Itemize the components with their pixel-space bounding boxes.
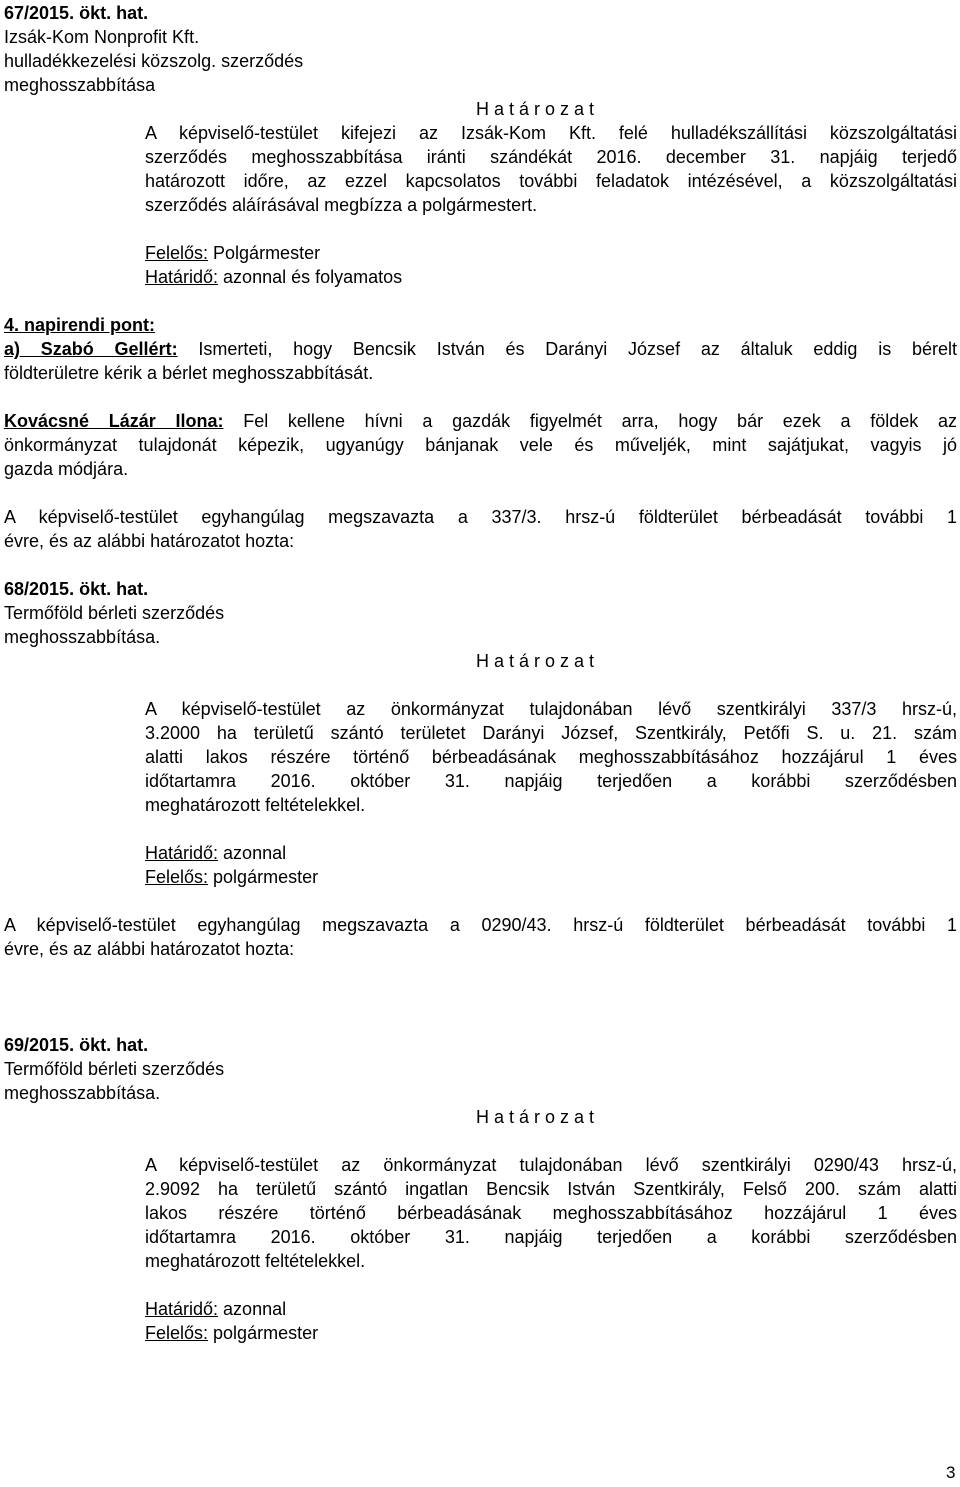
resolution-subject-line: Izsák-Kom Nonprofit Kft. xyxy=(4,27,200,47)
resolution-body-line: A képviselő-testület az önkormányzat tulajdonában lévő szentkirályi 0290/43 hrsz-ú, xyxy=(145,1155,957,1175)
resolution-subject-line: meghosszabbítása. xyxy=(4,1083,161,1103)
resolution-body-line: szerződés meghosszabbítása iránti szándékát 2016. december 31. napjáig terjedő xyxy=(145,147,957,167)
resolution-subject-line: Termőföld bérleti szerződés xyxy=(4,603,225,623)
deadline-line xyxy=(145,841,286,865)
page-number: 3 xyxy=(946,1463,956,1482)
resolution-body-line: szerződés aláírásával megbízza a polgármestert. xyxy=(145,195,538,215)
vote-line: évre, és az alábbi határozatot hozta: xyxy=(4,531,295,551)
speaker-line xyxy=(4,337,957,361)
vote-line: A képviselő-testület egyhangúlag megszavazta a 0290/43. hrsz-ú földterület bérbeadását további 1 xyxy=(4,915,957,935)
speaker-line xyxy=(4,409,957,433)
responsible-line xyxy=(145,1321,318,1345)
resolution-body-line: határozott időre, az ezzel kapcsolatos további feladatok intézésével, a közszolgáltatási xyxy=(145,171,957,191)
responsible-value: polgármester xyxy=(208,1323,319,1343)
resolution-body-line: időtartamra 2016. október 31. napjáig terjedően a korábbi szerződésben xyxy=(145,1227,957,1247)
deadline-label: Határidő: xyxy=(145,267,219,287)
resolution-number-69: 69/2015. ökt. hat. xyxy=(4,1035,149,1055)
deadline-value: azonnal xyxy=(218,843,287,863)
responsible-value: polgármester xyxy=(208,867,319,887)
resolution-body-line: lakos részére történő bérbeadásának meghosszabbításához hozzájárul 1 éves xyxy=(145,1203,957,1223)
resolution-number-68: 68/2015. ökt. hat. xyxy=(4,579,149,599)
deadline-line xyxy=(145,1297,286,1321)
speaker-text: Ismerteti, hogy Bencsik István és Darányi József az általuk eddig is bérelt xyxy=(177,339,957,359)
deadline-value: azonnal és folyamatos xyxy=(218,267,403,287)
deadline-label: Határidő: xyxy=(145,1299,219,1319)
resolution-body-line: A képviselő-testület az önkormányzat tulajdonában lévő szentkirályi 337/3 hrsz-ú, xyxy=(145,699,957,719)
resolution-body-line: alatti lakos részére történő bérbeadásának meghosszabbításához hozzájárul 1 éves xyxy=(145,747,957,767)
responsible-label: Felelős: xyxy=(145,1323,209,1343)
deadline-line xyxy=(145,265,402,289)
resolution-body-line: 3.2000 ha területű szántó területet Darányi József, Szentkirály, Petőfi S. u. 21. szám xyxy=(145,723,957,743)
resolution-body-line: időtartamra 2016. október 31. napjáig terjedően a korábbi szerződésben xyxy=(145,771,957,791)
deadline-value: azonnal xyxy=(218,1299,287,1319)
speaker-text: Fel kellene hívni a gazdák figyelmét arra, hogy bár ezek a földek az xyxy=(223,411,957,431)
resolution-heading: H a t á r o z a t xyxy=(475,99,595,119)
speaker-name: a) Szabó Gellért: xyxy=(4,339,178,359)
speaker-line: önkormányzat tulajdonát képezik, ugyanúgy bánjanak vele és műveljék, mint sajátjukat, vagyis jó xyxy=(4,435,957,455)
speaker-line: földterületre kérik a bérlet meghosszabbítását. xyxy=(4,363,374,383)
resolution-subject-line: meghosszabbítása. xyxy=(4,627,161,647)
agenda-item-heading: 4. napirendi pont: xyxy=(4,315,155,335)
deadline-label: Határidő: xyxy=(145,843,219,863)
resolution-body-line: A képviselő-testület kifejezi az Izsák-Kom Kft. felé hulladékszállítási közszolgáltatási xyxy=(145,123,957,143)
resolution-subject-line: hulladékkezelési közszolg. szerződés xyxy=(4,51,304,71)
responsible-line xyxy=(145,865,318,889)
responsible-label: Felelős: xyxy=(145,243,209,263)
resolution-heading: H a t á r o z a t xyxy=(475,651,595,671)
resolution-number-67: 67/2015. ökt. hat. xyxy=(4,3,149,23)
vote-line: évre, és az alábbi határozatot hozta: xyxy=(4,939,295,959)
resolution-body-line: 2.9092 ha területű szántó ingatlan Bencsik István Szentkirály, Felső 200. szám alatti xyxy=(145,1179,957,1199)
resolution-heading: H a t á r o z a t xyxy=(475,1107,595,1127)
speaker-name: Kovácsné Lázár Ilona: xyxy=(4,411,224,431)
responsible-line xyxy=(145,241,320,265)
resolution-subject-line: Termőföld bérleti szerződés xyxy=(4,1059,225,1079)
resolution-body-line: meghatározott feltételekkel. xyxy=(145,1251,366,1271)
resolution-subject-line: meghosszabbítása xyxy=(4,75,156,95)
vote-line: A képviselő-testület egyhangúlag megszavazta a 337/3. hrsz-ú földterület bérbeadását további 1 xyxy=(4,507,957,527)
responsible-label: Felelős: xyxy=(145,867,209,887)
speaker-line: gazda módjára. xyxy=(4,459,129,479)
responsible-value: Polgármester xyxy=(208,243,321,263)
resolution-body-line: meghatározott feltételekkel. xyxy=(145,795,366,815)
